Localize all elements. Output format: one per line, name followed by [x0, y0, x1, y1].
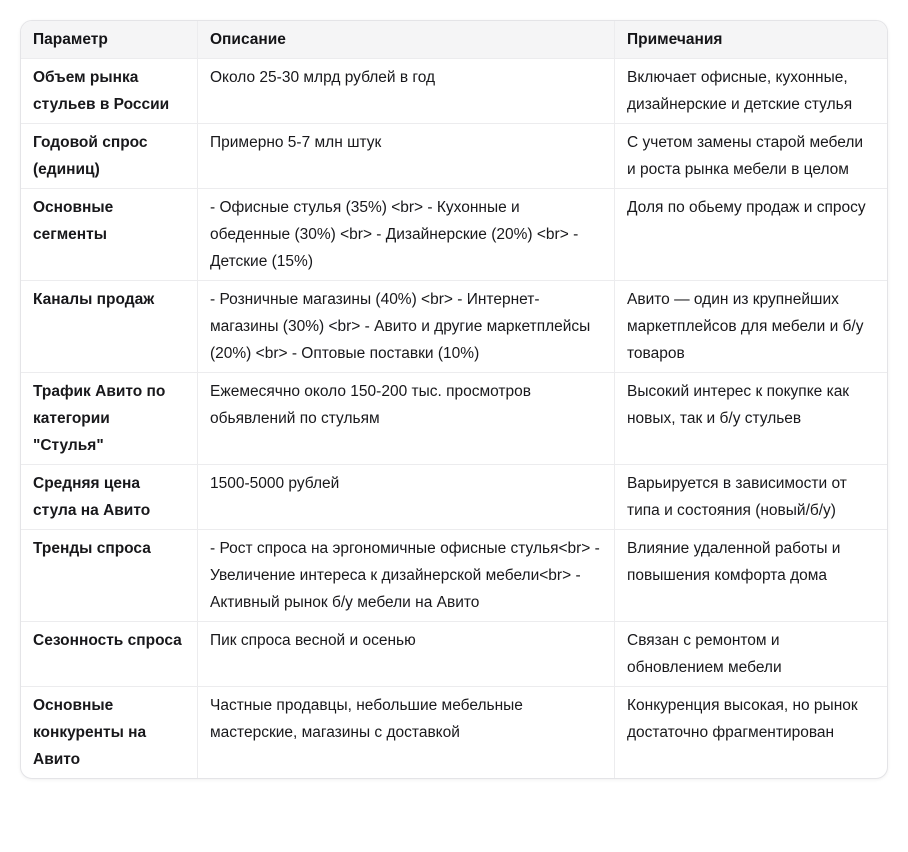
notes-cell: Включает офисные, кухонные, дизайнерские и детские стулья — [614, 59, 887, 124]
description-cell: - Рост спроса на эргономичные офисные стулья<br> - Увеличение интереса к дизайнерской мебели<br> - Активный рынок б/у мебели на Авито — [197, 530, 614, 622]
table-row — [21, 59, 887, 124]
table-row — [21, 530, 887, 622]
table-row — [21, 281, 887, 373]
param-cell: Объем рынка стульев в России — [21, 59, 197, 124]
description-cell: Примерно 5-7 млн штук — [197, 124, 614, 189]
description-cell: Ежемесячно около 150-200 тыс. просмотров обьявлений по стульям — [197, 373, 614, 465]
description-cell: - Офисные стулья (35%) <br> - Кухонные и обеденные (30%) <br> - Дизайнерские (20%) <br> - Детские (15%) — [197, 189, 614, 281]
notes-cell: С учетом замены старой мебели и роста рынка мебели в целом — [614, 124, 887, 189]
table-row — [21, 189, 887, 281]
notes-cell: Связан с ремонтом и обновлением мебели — [614, 622, 887, 687]
header-cell-notes: Примечания — [614, 21, 887, 59]
table-header — [21, 21, 887, 59]
notes-cell: Доля по обьему продаж и спросу — [614, 189, 887, 281]
notes-cell: Влияние удаленной работы и повышения комфорта дома — [614, 530, 887, 622]
param-cell: Основные сегменты — [21, 189, 197, 281]
param-cell: Средняя цена стула на Авито — [21, 465, 197, 530]
table-body — [21, 59, 887, 778]
table-row — [21, 373, 887, 465]
market-analysis-table — [21, 21, 887, 778]
description-cell: Пик спроса весной и осенью — [197, 622, 614, 687]
description-cell: Около 25-30 млрд рублей в год — [197, 59, 614, 124]
market-analysis-table-container — [20, 20, 888, 779]
table-row — [21, 687, 887, 778]
param-cell: Каналы продаж — [21, 281, 197, 373]
param-cell: Тренды спроса — [21, 530, 197, 622]
param-cell: Трафик Авито по категории "Стулья" — [21, 373, 197, 465]
description-cell: Частные продавцы, небольшие мебельные мастерские, магазины с доставкой — [197, 687, 614, 778]
table-row — [21, 124, 887, 189]
table-row — [21, 622, 887, 687]
header-cell-description: Описание — [197, 21, 614, 59]
notes-cell: Авито — один из крупнейших маркетплейсов для мебели и б/у товаров — [614, 281, 887, 373]
param-cell: Основные конкуренты на Авито — [33, 697, 147, 768]
header-cell-param: Параметр — [21, 21, 197, 59]
notes-cell: Варьируется в зависимости от типа и состояния (новый/б/у) — [614, 465, 887, 530]
param-cell: Годовой спрос (единиц) — [21, 124, 197, 189]
param-cell: Сезонность спроса — [21, 622, 197, 687]
table-row — [21, 465, 887, 530]
header-row — [21, 21, 887, 59]
description-cell: - Розничные магазины (40%) <br> - Интернет-магазины (30%) <br> - Авито и другие маркетплейсы (20%) <br> - Оптовые поставки (10%) — [197, 281, 614, 373]
notes-cell: Конкуренция высокая, но рынок достаточно фрагментирован — [614, 687, 887, 778]
description-cell: 1500-5000 рублей — [197, 465, 614, 530]
notes-cell: Высокий интерес к покупке как новых, так и б/у стульев — [614, 373, 887, 465]
